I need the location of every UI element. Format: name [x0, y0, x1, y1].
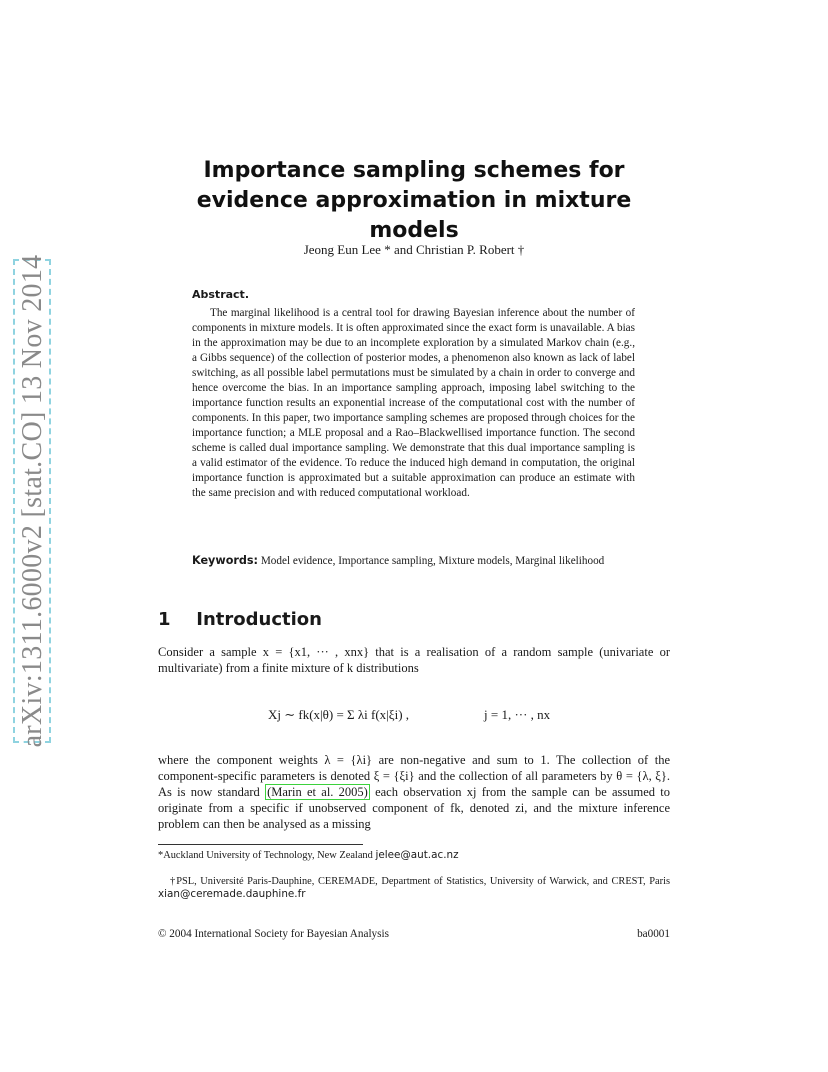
- footnote-2-text: †PSL, Université Paris-Dauphine, CEREMADE, Department of Statistics, University of Warwick, and CREST, Paris: [170, 876, 670, 887]
- section-title: Introduction: [196, 609, 322, 630]
- keywords: [192, 553, 635, 569]
- arxiv-stamp: [10, 256, 56, 746]
- arxiv-identifier: arXiv:1311.6000v2 [stat.CO] 13 Nov 2014: [17, 254, 48, 748]
- footnote-2: [158, 875, 670, 901]
- footnote-1: [158, 849, 670, 862]
- abstract-body: The marginal likelihood is a central tool for drawing Bayesian inference about the number of components in mixture models. It is often approximated since the exact form is unavailable. A bias in the approximation may be due to an incomplete exploration by a simulated Markov chain (e.g., a Gibbs sequence) of the collection of posterior modes, a phenomenon also known as lack of label switching, as all possible label permutations must be simulated by a chain in order to converge and hence overcome the bias. In an importance sampling approach, imposing label switching to the importance function results an exponential increase of the computational cost with the number of components. In this paper, two importance sampling schemes are proposed through choices for the importance function; a MLE proposal and a Rao–Blackwellised importance function. The second scheme is called dual importance sampling. We demonstrate that this dual importance sampling is a valid estimator of the evidence. To reduce the induced high demand in computation, the original importance function is approximated but a suitable approximation can produce an estimate with the same precision and with reduced computational workload.: [192, 307, 635, 499]
- footnote-1-text: *Auckland University of Technology, New Zealand: [158, 850, 373, 861]
- section-number: 1: [158, 609, 171, 630]
- copyright-line: © 2004 International Society for Bayesian Analysis: [158, 928, 389, 940]
- intro-p2-part-a: where the component weights λ = {λi} are non-negative and sum to 1. The collection of the component-specific parameters is denoted ξ = {ξi} and the collection of all parameters by θ = {λ, ξ}. As is now standard: [158, 753, 670, 799]
- intro-p2-part-b: each observation xj from the sample can be assumed to originate from a specific if unobserved component of fk, denoted zi, and the mixture inference problem can then be analysed as a missing: [158, 785, 671, 831]
- paper-authors: Jeong Eun Lee * and Christian P. Robert †: [303, 242, 525, 257]
- intro-paragraph-1: Consider a sample x = {x1, ··· , xnx} that is a realisation of a random sample (univariate or multivariate) from a finite mixture of k distributions: [158, 645, 670, 675]
- keywords-list: Model evidence, Importance sampling, Mixture models, Marginal likelihood: [260, 555, 605, 567]
- equation-body: Xj ∼ fk(x|θ) = Σ λi f(x|ξi) ,: [268, 707, 410, 722]
- paper-title: Importance sampling schemes for evidence approximation in mixture models: [196, 158, 632, 243]
- section-heading: [158, 609, 322, 630]
- footnote-rule: [158, 844, 363, 845]
- article-id: ba0001: [637, 928, 670, 940]
- keywords-label: Keywords:: [192, 554, 259, 567]
- equation-range: j = 1, ··· , nx: [484, 707, 551, 722]
- citation-link[interactable]: (Marin et al. 2005): [267, 785, 368, 799]
- intro-paragraph-2: [158, 752, 670, 832]
- abstract-heading: Abstract.: [192, 288, 249, 301]
- footnote-2-email[interactable]: xian@ceremade.dauphine.fr: [158, 888, 306, 900]
- footnote-1-email[interactable]: jelee@aut.ac.nz: [375, 849, 459, 861]
